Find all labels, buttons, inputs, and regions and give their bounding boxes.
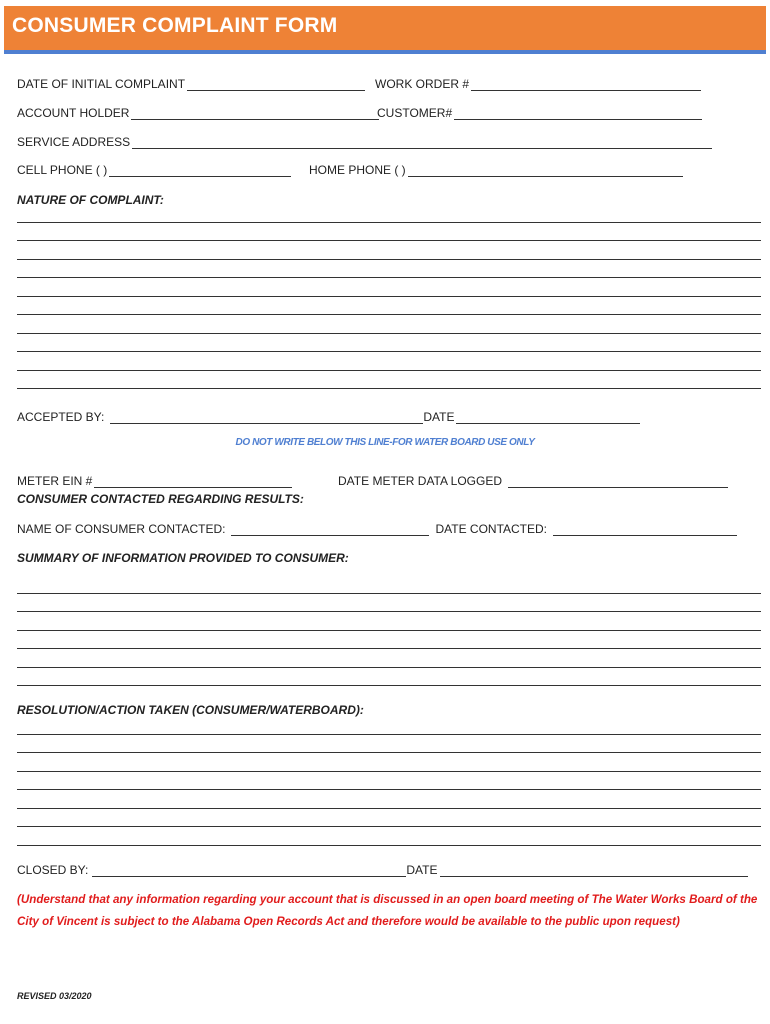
- row-accepted-by: [17, 410, 640, 424]
- customer-field[interactable]: [454, 108, 702, 120]
- customer-label: CUSTOMER#: [377, 106, 453, 120]
- closed-date-field[interactable]: [440, 865, 748, 877]
- accepted-date-field[interactable]: [456, 412, 640, 424]
- row-meter-ein: [17, 474, 292, 488]
- meter-ein-label: METER EIN #: [17, 474, 93, 488]
- complaint-line[interactable]: [17, 277, 761, 278]
- complaint-line[interactable]: [17, 351, 761, 352]
- summary-line[interactable]: [17, 667, 761, 668]
- resolution-line[interactable]: [17, 752, 761, 753]
- summary-line[interactable]: [17, 611, 761, 612]
- date-initial-complaint-field[interactable]: [187, 79, 365, 91]
- summary-line[interactable]: [17, 593, 761, 594]
- date-meter-logged-field[interactable]: [508, 476, 728, 488]
- resolution-line[interactable]: [17, 789, 761, 790]
- complaint-line[interactable]: [17, 333, 761, 334]
- row-consumer-contacted: [17, 522, 737, 536]
- row-date-workorder: [17, 77, 365, 91]
- header-rule: [4, 50, 766, 54]
- complaint-line[interactable]: [17, 296, 761, 297]
- water-board-use-only-notice: DO NOT WRITE BELOW THIS LINE-FOR WATER BOARD USE ONLY: [235, 437, 535, 448]
- row-account-holder: [17, 106, 379, 120]
- date-contacted-field[interactable]: [553, 524, 737, 536]
- home-phone-field[interactable]: [408, 165, 683, 177]
- row-closed-by: [17, 863, 748, 877]
- complaint-line[interactable]: [17, 259, 761, 260]
- closed-by-field[interactable]: [92, 865, 406, 877]
- date-meter-logged-label: DATE METER DATA LOGGED: [338, 474, 503, 488]
- summary-label: SUMMARY OF INFORMATION PROVIDED TO CONSUMER:: [17, 551, 349, 565]
- date-contacted-label: DATE CONTACTED:: [435, 522, 548, 536]
- summary-line[interactable]: [17, 685, 761, 686]
- work-order-label: WORK ORDER #: [375, 77, 470, 91]
- resolution-line[interactable]: [17, 771, 761, 772]
- complaint-line[interactable]: [17, 370, 761, 371]
- row-workorder: [375, 77, 701, 91]
- accepted-by-field[interactable]: [110, 412, 423, 424]
- open-records-disclaimer: (Understand that any information regarding your account that is discussed in an open board meeting of The Water Works Board of the City of Vincent is subject to the Alabama Open Records Act and therefore would be available to the public upon request): [17, 893, 758, 928]
- summary-line[interactable]: [17, 648, 761, 649]
- resolution-line[interactable]: [17, 826, 761, 827]
- row-date-meter-logged: [338, 474, 728, 488]
- closed-date-label: DATE: [406, 863, 438, 877]
- row-customer: [377, 106, 702, 120]
- accepted-date-label: DATE: [423, 410, 455, 424]
- revised-date: REVISED 03/2020: [17, 991, 92, 1001]
- complaint-line[interactable]: [17, 240, 761, 241]
- home-phone-label: HOME PHONE ( ): [309, 163, 406, 177]
- closed-by-label: CLOSED BY:: [17, 863, 89, 877]
- complaint-line[interactable]: [17, 222, 761, 223]
- summary-line[interactable]: [17, 630, 761, 631]
- row-home-phone: [309, 163, 683, 177]
- work-order-field[interactable]: [471, 79, 701, 91]
- resolution-line[interactable]: [17, 845, 761, 846]
- name-consumer-contacted-label: NAME OF CONSUMER CONTACTED:: [17, 522, 226, 536]
- service-address-field[interactable]: [132, 137, 712, 149]
- date-initial-complaint-label: DATE OF INITIAL COMPLAINT: [17, 77, 186, 91]
- name-consumer-contacted-field[interactable]: [231, 524, 429, 536]
- account-holder-field[interactable]: [131, 108, 379, 120]
- resolution-line[interactable]: [17, 734, 761, 735]
- accepted-by-label: ACCEPTED BY:: [17, 410, 105, 424]
- complaint-line[interactable]: [17, 388, 761, 389]
- nature-of-complaint-label: NATURE OF COMPLAINT:: [17, 193, 164, 207]
- resolution-label: RESOLUTION/ACTION TAKEN (CONSUMER/WATERBOARD):: [17, 703, 364, 717]
- form-title: CONSUMER COMPLAINT FORM: [12, 14, 338, 37]
- account-holder-label: ACCOUNT HOLDER: [17, 106, 130, 120]
- service-address-label: SERVICE ADDRESS: [17, 135, 131, 149]
- meter-ein-field[interactable]: [94, 476, 292, 488]
- row-cell-phone: [17, 163, 291, 177]
- cell-phone-field[interactable]: [109, 165, 291, 177]
- row-service-address: [17, 135, 712, 149]
- cell-phone-label: CELL PHONE ( ): [17, 163, 108, 177]
- complaint-line[interactable]: [17, 314, 761, 315]
- consumer-contacted-label: CONSUMER CONTACTED REGARDING RESULTS:: [17, 492, 304, 506]
- resolution-line[interactable]: [17, 808, 761, 809]
